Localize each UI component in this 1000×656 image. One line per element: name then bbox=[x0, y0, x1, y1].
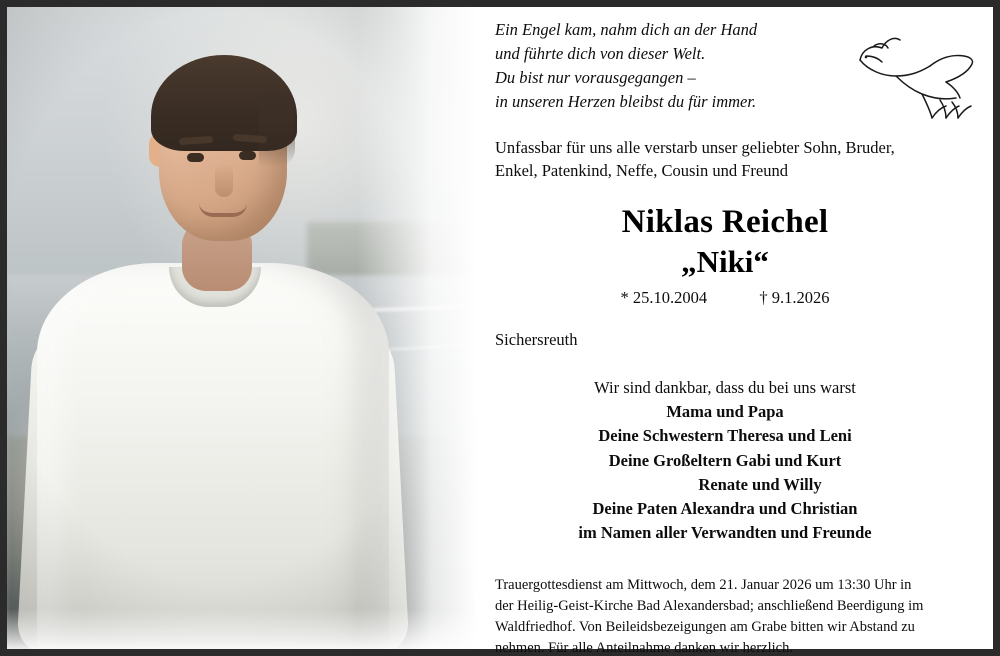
deceased-name: Niklas Reichel bbox=[621, 203, 829, 240]
introduction-line: Enkel, Patenkind, Neffe, Cousin und Freund bbox=[495, 161, 788, 181]
deceased-nickname: „Niki“ bbox=[681, 244, 769, 280]
poem-line: Ein Engel kam, nahm dich an der Hand bbox=[495, 20, 758, 39]
funeral-service-details bbox=[495, 575, 965, 656]
family-line: im Namen aller Verwandten und Freunde bbox=[578, 522, 872, 542]
family-line: Mama und Papa bbox=[666, 402, 784, 422]
poem bbox=[495, 18, 835, 114]
photo-fade-bottom bbox=[7, 609, 477, 649]
birth-date: * 25.10.2004 bbox=[620, 288, 708, 308]
deceased-name-block bbox=[495, 203, 955, 309]
service-line: nehmen. Für alle Anteilnahme danken wir herzlich. bbox=[495, 639, 793, 656]
family-line: Deine Großeltern Gabi und Kurt bbox=[608, 450, 842, 470]
family-line: Renate und Willy bbox=[698, 474, 822, 494]
life-dates bbox=[495, 288, 955, 308]
dove-icon bbox=[846, 26, 976, 126]
photo-fade-right bbox=[357, 7, 477, 649]
death-date: † 9.1.2026 bbox=[759, 288, 830, 308]
introduction-line: Unfassbar für uns alle verstarb unser geliebter Sohn, Bruder, bbox=[495, 137, 895, 157]
family-line: Deine Paten Alexandra und Christian bbox=[592, 498, 858, 518]
poem-line: und führte dich von dieser Welt. bbox=[495, 43, 706, 63]
family-block bbox=[495, 376, 955, 545]
service-line: Trauergottesdienst am Mittwoch, dem 21. Januar 2026 um 13:30 Uhr in bbox=[495, 576, 912, 593]
family-line: Wir sind dankbar, dass du bei uns warst bbox=[594, 378, 856, 398]
poem-line: in unseren Herzen bleibst du für immer. bbox=[495, 91, 757, 111]
introduction-text bbox=[495, 136, 975, 183]
poem-line: Du bist nur vorausgegangen – bbox=[495, 67, 696, 87]
family-line: Deine Schwestern Theresa und Leni bbox=[598, 426, 852, 446]
place-of-residence: Sichersreuth bbox=[495, 330, 578, 350]
service-line: Waldfriedhof. Von Beileidsbezeigungen am Grabe bitten wir Abstand zu bbox=[495, 618, 915, 635]
portrait-photo bbox=[7, 7, 477, 649]
notice-text-column bbox=[495, 18, 982, 656]
service-line: der Heilig-Geist-Kirche Bad Alexandersbad; anschließend Beerdigung im bbox=[495, 597, 924, 614]
